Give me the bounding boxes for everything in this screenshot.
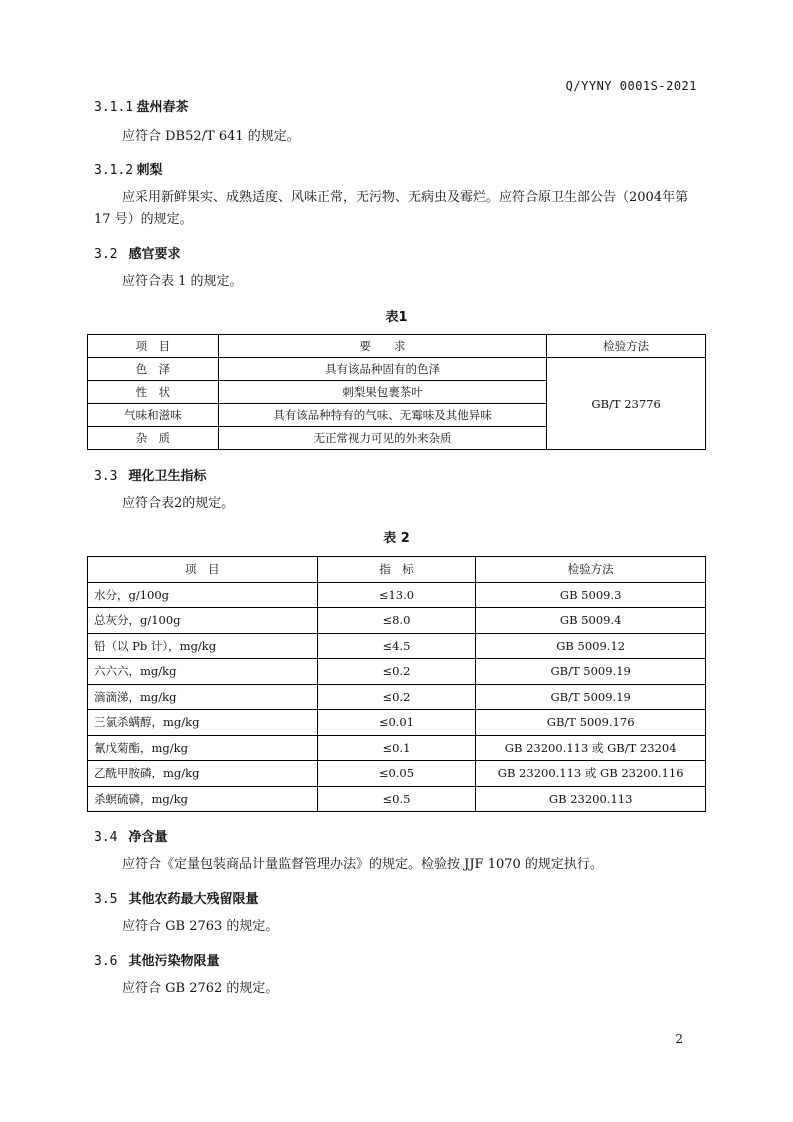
cell-requirement: 无正常视力可见的外来杂质 [218,427,546,450]
table-row [88,761,706,787]
cell-item: 杂 质 [88,427,219,450]
cell-item: 气味和滋味 [88,404,219,427]
paragraph-3-1-1: 应符合 DB52/T 641 的规定。 [122,129,300,144]
table-physicochemical [87,556,706,812]
heading-title: 净含量 [128,830,168,845]
table2-caption: 表 2 [383,531,410,546]
header-index: 指 标 [317,557,476,583]
heading-title: 其他农药最大残留限量 [128,892,259,907]
table-row [88,633,706,659]
paragraph-3-2: 应符合表 1 的规定。 [122,274,243,289]
table-row [88,608,706,634]
cell-value: ≤0.01 [317,710,476,736]
table-header-row [88,557,706,583]
table-row [88,710,706,736]
header-requirement: 要 求 [218,335,546,358]
paragraph-3-6: 应符合 GB 2762 的规定。 [122,981,279,996]
cell-value: ≤0.1 [317,735,476,761]
heading-number: 3.1.2 [94,163,134,178]
heading-3-1-1 [94,96,189,115]
table1-caption: 表1 [385,310,408,325]
header-item: 项 目 [88,335,219,358]
heading-number: 3.2 [94,247,118,262]
heading-number: 3.5 [94,892,118,907]
heading-3-1-2 [94,159,163,178]
header-method: 检验方法 [476,557,706,583]
cell-value: ≤0.05 [317,761,476,787]
heading-title: 理化卫生指标 [128,469,207,484]
heading-number: 3.4 [94,830,118,845]
paragraph-3-4: 应符合《定量包装商品计量监督管理办法》的规定。检验按 JJF 1070 的规定执行。 [122,857,603,872]
cell-value: ≤0.2 [317,659,476,685]
cell-value: ≤8.0 [317,608,476,634]
table-header-row [88,335,706,358]
header-method: 检验方法 [547,335,706,358]
paragraph-3-5: 应符合 GB 2763 的规定。 [122,919,279,934]
heading-3-4 [94,826,168,845]
cell-value: ≤13.0 [317,582,476,608]
table-row [88,735,706,761]
paragraph-3-3: 应符合表2的规定。 [122,496,235,511]
heading-3-5 [94,888,259,907]
heading-title: 盘州春茶 [136,100,189,115]
cell-requirement: 具有该品种固有的色泽 [218,358,546,381]
cell-method: GB/T 5009.19 [476,684,706,710]
heading-number: 3.3 [94,469,118,484]
cell-method: GB 23200.113 或 GB 23200.116 [476,761,706,787]
paragraph-3-1-2: 应采用新鲜果实、成熟适度、风味正常，无污物、无病虫及霉烂。应符合原卫生部公告（2004年第 17 号）的规定。 [94,190,689,227]
cell-method: GB 5009.12 [476,633,706,659]
cell-item: 六六六，mg/kg [88,659,318,685]
heading-number: 3.1.1 [94,100,134,115]
cell-item: 乙酰甲胺磷，mg/kg [88,761,318,787]
cell-requirement: 具有该品种特有的气味、无霉味及其他异味 [218,404,546,427]
cell-method: GB/T 5009.19 [476,659,706,685]
cell-method: GB/T 5009.176 [476,710,706,736]
cell-method: GB 23200.113 或 GB/T 23204 [476,735,706,761]
cell-item: 三氯杀螨醇，mg/kg [88,710,318,736]
cell-item: 色 泽 [88,358,219,381]
page-number: 2 [675,1032,683,1046]
cell-item: 氰戊菊酯，mg/kg [88,735,318,761]
heading-3-2 [94,243,181,262]
table-row [88,786,706,812]
cell-method: GB 5009.4 [476,608,706,634]
cell-value: ≤0.2 [317,684,476,710]
table-sensory [87,334,706,450]
cell-item: 杀螟硫磷，mg/kg [88,786,318,812]
cell-item: 总灰分，g/100g [88,608,318,634]
heading-3-6 [94,950,220,969]
heading-title: 其他污染物限量 [128,954,220,969]
cell-method: GB 23200.113 [476,786,706,812]
doc-code: Q/YYNY 0001S-2021 [565,79,697,93]
heading-title: 刺梨 [136,163,163,178]
cell-item: 性 状 [88,381,219,404]
cell-item: 铅（以 Pb 计），mg/kg [88,633,318,659]
cell-method: GB/T 23776 [547,358,706,450]
heading-3-3 [94,465,207,484]
header-item: 项 目 [88,557,318,583]
cell-item: 滴滴涕，mg/kg [88,684,318,710]
cell-value: ≤4.5 [317,633,476,659]
cell-method: GB 5009.3 [476,582,706,608]
table-row [88,659,706,685]
cell-item: 水分，g/100g [88,582,318,608]
heading-number: 3.6 [94,954,118,969]
table-row [88,358,706,381]
cell-requirement: 刺梨果包裹茶叶 [218,381,546,404]
heading-title: 感官要求 [128,247,181,262]
cell-value: ≤0.5 [317,786,476,812]
table-row [88,582,706,608]
table-row [88,684,706,710]
